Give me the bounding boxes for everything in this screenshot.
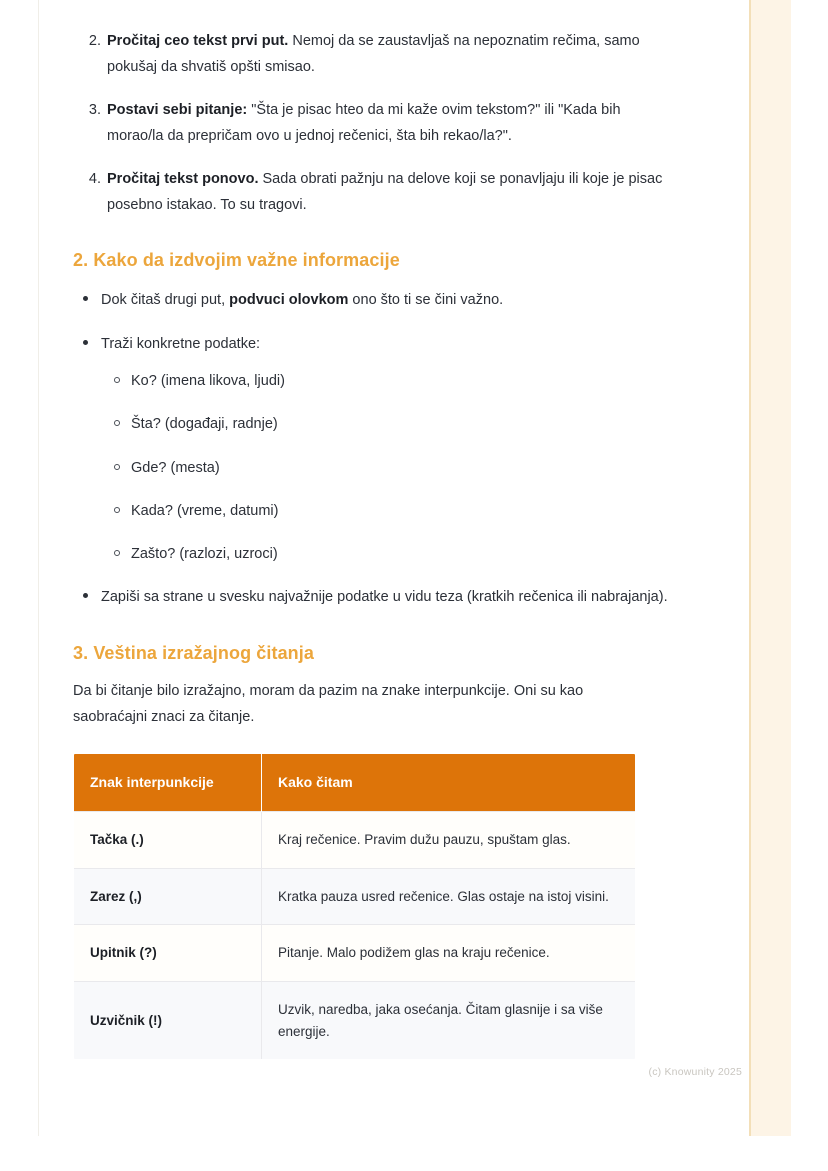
list-marker: 2. — [88, 33, 101, 49]
table-cell-sign: Zarez (,) — [74, 868, 262, 925]
section-heading-3: 3. Veština izražajnog čitanja — [73, 642, 314, 663]
list-item — [131, 543, 673, 566]
bullet-text-post: ono što ti se čini važno. — [348, 291, 504, 308]
table-head — [74, 753, 636, 812]
list-marker: 4. — [88, 170, 101, 187]
bullet-circle-icon — [114, 420, 120, 426]
table-cell-sign: Tačka (.) — [74, 812, 262, 869]
table-cell-how: Kraj rečenice. Pravim dužu pauzu, spuštam glas. — [262, 812, 636, 869]
bullet-disc-icon — [83, 340, 88, 345]
list-item — [101, 584, 673, 610]
section-heading-2: 2. Kako da izdvojim važne informacije — [73, 250, 400, 271]
step-body-text: Sada obrati pažnju na delove koji se ponavljaju ili koje je pisac posebno istakao. To su tragovi. — [107, 170, 663, 213]
step-body-text: "Šta je pisac hteo da mi kaže ovim tekstom?" ili "Kada bih morao/la da prepričam ovo u jednoj rečenici, šta bih rekao/la?". — [107, 101, 621, 145]
list-marker: 3. — [88, 101, 101, 118]
punctuation-table — [73, 753, 636, 1061]
bullet-text-pre: Dok čitaš drugi put, — [101, 291, 230, 308]
table-cell-sign: Uzvičnik (!) — [74, 981, 262, 1059]
document-page-card — [38, 0, 790, 1136]
list-item — [88, 166, 667, 219]
list-item — [101, 331, 673, 566]
document-content — [39, 0, 749, 1136]
bullet-circle-icon — [114, 507, 120, 513]
step-lead-text: Postavi sebi pitanje: — [107, 101, 248, 118]
table-cell-sign: Upitnik (?) — [74, 925, 262, 982]
section3-paragraph: Da bi čitanje bilo izražajno, moram da pazim na znake interpunkcije. Oni su kao saobraćajni znaci za čitanje. — [73, 682, 584, 725]
table-row — [74, 812, 636, 869]
sub-item-label: Šta? (događaji, radnje) — [131, 416, 278, 433]
table-cell-how: Kratka pauza usred rečenice. Glas ostaje na istoj visini. — [262, 868, 636, 925]
list-item — [131, 500, 673, 523]
reading-steps-list — [73, 28, 703, 218]
step-lead-text: Pročitaj ceo tekst prvi put. — [107, 33, 289, 49]
bullet-text-bold: podvuci olovkom — [229, 291, 349, 308]
step-body-text: Nemoj da se zaustavljaš na nepoznatim rečima, samo pokušaj da shvatiš opšti smisao. — [107, 33, 640, 76]
table-header-cell-sign: Znak interpunkcije — [74, 753, 262, 812]
list-item — [101, 287, 673, 313]
table-row — [74, 981, 636, 1059]
bullet-disc-icon — [83, 593, 88, 598]
sub-item-label: Ko? (imena likova, ljudi) — [131, 373, 285, 390]
step-lead-text: Pročitaj tekst ponovo. — [107, 170, 259, 187]
bullet-circle-icon — [114, 550, 120, 556]
list-item — [131, 457, 673, 480]
table-header-cell-how: Kako čitam — [262, 753, 636, 812]
list-item — [131, 370, 673, 393]
bullet-circle-icon — [114, 464, 120, 470]
table-row — [74, 868, 636, 925]
question-words-sublist — [101, 370, 673, 566]
bullet-disc-icon — [83, 296, 88, 301]
list-item — [131, 413, 673, 436]
table-cell-how: Uzvik, naredba, jaka osećanja. Čitam glasnije i sa više energije. — [262, 981, 636, 1059]
copyright-watermark: (c) Knowunity 2025 — [648, 1066, 742, 1078]
right-side-panel — [749, 0, 791, 1136]
table-header-row — [74, 753, 636, 812]
punctuation-table-wrapper — [73, 753, 636, 1061]
bullet-circle-icon — [114, 377, 120, 383]
list-item — [88, 28, 667, 81]
sub-item-label: Kada? (vreme, datumi) — [131, 502, 279, 519]
bullet-text: Zapiši sa strane u svesku najvažnije podatke u vidu teza (kratkih rečenica ili nabrajanja). — [101, 589, 668, 606]
table-row — [74, 925, 636, 982]
list-item — [88, 97, 667, 150]
section2-bullet-list — [73, 287, 703, 611]
table-body — [74, 812, 636, 1060]
table-cell-how: Pitanje. Malo podižem glas na kraju rečenice. — [262, 925, 636, 982]
sub-item-label: Zašto? (razlozi, uzroci) — [131, 546, 278, 563]
bullet-text: Traži konkretne podatke: — [101, 335, 261, 352]
sub-item-label: Gde? (mesta) — [131, 459, 220, 476]
